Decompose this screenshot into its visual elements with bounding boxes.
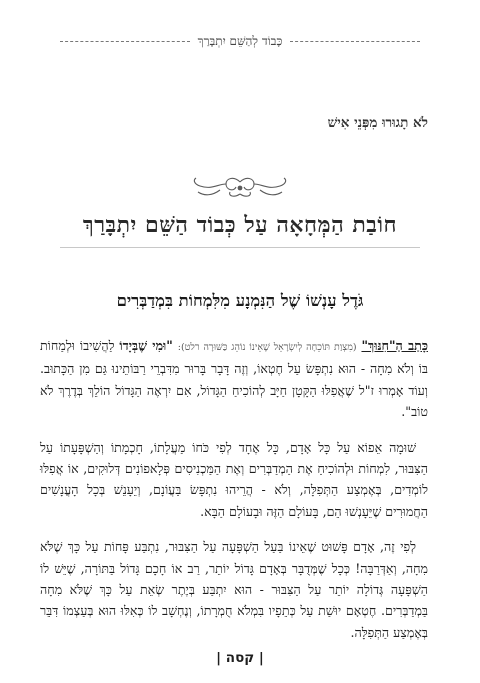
motto: לֹא תָגוּרוּ מִפְּנֵי אִישׁ [327,115,428,131]
header-dash-right [290,41,420,42]
header-dash-left [60,41,190,42]
running-title: כָּבוֹד לְהַשֵּׁם יִתְבָּרַךְ [197,33,283,48]
paragraph-3: לְפִי זֶה, אָדָם פָּשׁוּט שֶׁאֵינוֹ בַּעַל הַשְׁפָּעָה עַל הַצִּבּוּר, נִתְבַּע פָּחוֹת עַל כָּךְ שֶׁלֹּא מִחָה, וְאַדְּרַבָּה! כְּכָל שֶׁמְּדֻבָּר בְּאָדָם גָּדוֹל יוֹתֵר, רַב אוֹ חָכָם גָּדוֹל בַּתּוֹרָה, שֶׁיֵּשׁ לוֹ הַשְׁפָּעָה גְּדוֹלָה יוֹתֵר עַל הַצִּבּוּר - הוּא יִתְבַּע בְּיֶתֶר שְׂאֵת עַל כָּךְ שֶׁלֹּא מִחָה בַּמְדַבְּרִים. חֶטְאָם יוּשַׁת עַל כְּתֵפָיו בִּמְלֹא חֻמְרָתוֹ, וְנֶחְשָׁב לוֹ כְּאִלּוּ הוּא בְּעַצְמוֹ דִּבֵּר בְּאֶמְצַע הַתְּפִלָּה. [40,539,428,640]
paragraph-1 [40,335,428,423]
paragraph-1-quote: "וּמִי שֶׁבְּיָדוֹ [119,338,173,353]
section-subtitle: גֹּדֶל עָנְשׁוֹ שֶׁל הַנִּמְנָע מִלִּמְחוֹת בִּמְדַבְּרִים [116,291,364,310]
flourish-ornament-icon [190,172,290,204]
running-header [60,31,420,51]
paragraph-1-source: (מִצְוַת תּוֹכֵחָה לְיִשְׂרָאֵל שֶׁאֵינוֹ נוֹהֵג כַּשּׁוּרָה רלט): [177,342,357,353]
page-title: חוֹבַת הַמְּחָאָה עַל כְּבוֹד הַשֵּׁם יִתְבָּרַךְ [82,212,398,238]
page-number: | קסה | [216,650,264,666]
title-divider [60,247,420,248]
body-text [40,335,428,657]
paragraph-1-lead: כָּתַב הַ"חִנּוּךְ" [361,338,428,353]
paragraph-1-text: לַהֲשִׁיבוֹ וּלְמַחוֹת בּוֹ וְלֹא מִחָה - הוּא נִתְפָּשׂ עַל חֶטְאוֹ, וְזֶה דָּבָר בָּרוּר מִדִּבְרֵי רַבּוֹתֵינוּ גַּם מִן הַכָּתוּב. וְעוֹד אָמְרוּ ז"ל שֶׁאֲפִלּוּ הַקָּטָן חַיָּב לְהוֹכִיחַ הַגָּדוֹל, אִם יִרְאֶה הַגָּדוֹל הוֹלֵךְ בְּדֶרֶךְ לֹא טוֹב". [40,338,428,420]
paragraph-2: שׁוּמָה אֵפוֹא עַל כָּל אָדָם, כָּל אֶחָד לְפִי כֹּחוֹ מַעֲלָתוֹ, חָכְמָתוֹ וְהַשְׁפָּעָתוֹ עַל הַצִּבּוּר, לִמְחוֹת וּלְהוֹכִיחַ אֶת הַמְדַבְּרִים וְאֶת הַמַּכְנִיסִים פְּלָאפוֹנִים דְּלוּקִים, אוֹ אֲפִלּוּ לוֹמְדִים, בְּאֶמְצַע הַתְּפִלָּה, וְלֹא - הֲרֵיהוּ נִתְפָּשׂ בַּעֲוֹנָם, וְיֵעָנֵשׁ בְּכָל הָעֳנָשִׁים הַחֲמוּרִים שֶׁיֵּעָנְשׁוּ הֵם, בָּעוֹלָם הַזֶּה וּבָעוֹלָם הַבָּא. [40,439,428,519]
